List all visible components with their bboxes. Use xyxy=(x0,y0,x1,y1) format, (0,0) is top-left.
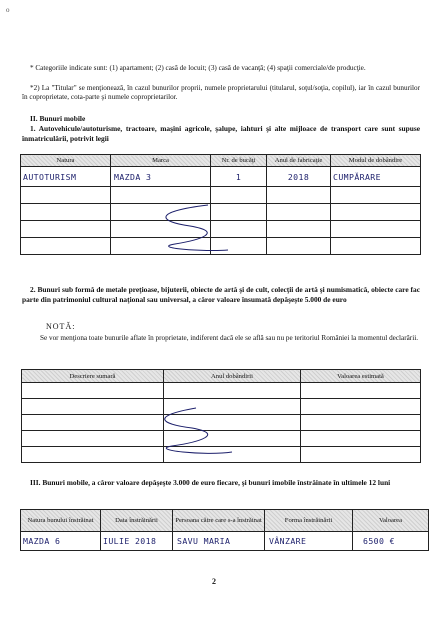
table-row xyxy=(21,532,429,551)
cell-forma: VÂNZARE xyxy=(265,532,353,551)
section2-sub1-title: 1. Autovehicule/autoturisme, tractoare, maşini agricole, şalupe, iahturi şi alte mijloace de transport care sunt supuse înmatriculării, potrivit legii xyxy=(22,124,420,143)
note-categories: * Categoriile indicate sunt: (1) apartament; (2) casă de locuit; (3) casă de vacanţă; (4) spaţii comerciale/de producţie. xyxy=(30,64,366,72)
cell-natura-bunului: MAZDA 6 xyxy=(21,532,101,551)
header-natura: Natura xyxy=(21,155,111,167)
section2-sub2-title: 2. Bunuri sub formă de metale preţioase, bijuterii, obiecte de artă şi de cult, colecţii de artă şi numismatică, obiecte care fac parte din patrimoniul cultural naţional sau universal, a căror valoare însumată depăşeşte 5.000 de euro xyxy=(22,285,420,304)
header-nr-bucati: Nr. de bucăţi xyxy=(211,155,267,167)
header-valoare-estimata: Valoarea estimată xyxy=(301,370,421,383)
alienated-table-header xyxy=(21,510,429,532)
cell-marca: MAZDA 3 xyxy=(111,167,211,187)
header-an-fabricatie: Anul de fabricaţie xyxy=(267,155,331,167)
cell-nr-bucati: 1 xyxy=(211,167,267,187)
header-natura-bunului: Natura bunului înstrăinat xyxy=(21,510,101,532)
cell-an: 2018 xyxy=(267,167,331,187)
alienated-table xyxy=(20,509,429,551)
cell-data: IULIE 2018 xyxy=(101,532,173,551)
nota-text: Se vor menţiona toate bunurile aflate în proprietate, indiferent dacă ele se află sau nu pe teritoriul României la momentul declarării. xyxy=(40,334,418,342)
page-number: 2 xyxy=(212,577,216,586)
cell-valoarea: 6500 € xyxy=(353,532,429,551)
cell-persoana: SAVU MARIA xyxy=(173,532,265,551)
header-data: Data înstrăinării xyxy=(101,510,173,532)
header-marca: Marca xyxy=(111,155,211,167)
header-persoana: Persoana către care s-a înstrăinat xyxy=(173,510,265,532)
cell-mod: CUMPĂRARE xyxy=(331,167,421,187)
header-valoarea: Valoarea xyxy=(353,510,429,532)
note-titular: *2) La "Titular" se menţionează, în cazul bunurilor proprii, numele proprietarului (titularul, soţul/soţia, copilul), iar în cazul bunurilor în coproprietate, cota-parte şi numele coproprietarilor. xyxy=(22,84,420,102)
header-mod-dobandire: Modul de dobândire xyxy=(331,155,421,167)
section3-title: III. Bunuri mobile, a căror valoare depăşeşte 3.000 de euro fiecare, şi bunuri imobile înstrăinate în ultimele 12 luni xyxy=(30,478,391,487)
header-an-dobandire: Anul dobândirii xyxy=(164,370,301,383)
cell-natura: AUTOTURISM xyxy=(21,167,111,187)
header-forma: Forma înstrăinării xyxy=(265,510,353,532)
nota-label: NOTĂ: xyxy=(46,322,76,331)
top-mark: o xyxy=(6,6,10,14)
section2-title: II. Bunuri mobile xyxy=(30,114,86,123)
header-descriere: Descriere sumară xyxy=(22,370,164,383)
